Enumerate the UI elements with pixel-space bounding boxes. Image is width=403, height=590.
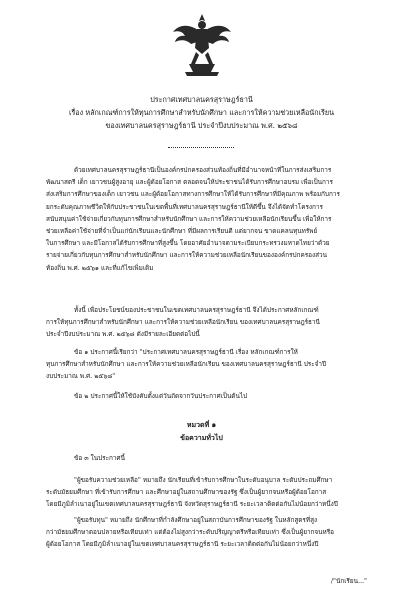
garuda-emblem-icon — [171, 12, 233, 78]
purpose-paragraph: ทั้งนี้ เพื่อประโยชน์ของประชาชนในเขตเทศบาลนครสุราษฎร์ธานี จึงได้ประกาศหลักเกณฑ์ การให้ทุนการศึกษาสำหรับนักศึกษา และการให้ความช่วยเหลือนักเรียน ของเทศบาลนครสุราษฎร์ธานี ประจำปีงบประมาณ พ.ศ. ๒๕๖๘ ดังมีรายละเอียดต่อไปนี้ — [46, 306, 320, 339]
definition-recipient: "ผู้ขอรับทุน" หมายถึง นักศึกษาที่กำลังศึกษาอยู่ในสถาบันการศึกษาของรัฐ ในหลักสูตรที่สูง กว่ามัธยมศึกษาตอนปลายหรือเทียบเท่า แต่ต้องไม่สูงกว่าระดับปริญญาตรีหรือเทียบเท่า ซึ่งเป็นผู้ยากจนหรือ ผู้ด้อยโอกาส โดยมีภูมิลำเนาอยู่ในเขตเทศบาลนครสุราษฎร์ธานี ระยะเวลาติดต่อกันไม่น้อยกว่าหนึ่งปี — [46, 516, 335, 549]
clause-3: ข้อ ๓ ในประกาศนี้ — [74, 454, 125, 462]
preamble-paragraph: ด้วยเทศบาลนครสุราษฎร์ธานีเป็นองค์กรปกครองส่วนท้องถิ่นที่มีอำนาจหน้าที่ในการส่งเสริมการ พัฒนาสตรี เด็ก เยาวชนผู้สูงอายุ และผู้ด้อยโอกาส ตลอดจนให้ประชาชนได้รับการศึกษาอบรม เพื่อเป็นการ ส่งเสริมการศึกษาของเด็ก เยาวชน และผู้ด้อยโอกาสทางการศึกษาให้ได้รับการศึกษาที่มีคุณภาพ พร้อมกับการ ยกระดับคุณภาพชีวิตให้กับประชาชนในเขตพื้นที่เทศบาลนครสุราษฎร์ธานีให้ดีขึ้น จึงได้จัดทำโครงการ สนับสนุนค่าใช้จ่ายเกี่ยวกับทุนการศึกษาสำหรับนักศึกษา และการให้ความช่วยเหลือนักเรียนขึ้น เพื่อให้การ ช่วยเหลือค่าใช้จ่ายที่จำเป็นแก่นักเรียนและนักศึกษา ที่มีผลการเรียนดี แต่ยากจน ขาดแคลนทุนทรัพย์ ในการศึกษา และมีโอกาสได้รับการศึกษาที่สูงขึ้น โดยอาศัยอำนาจตามระเบียบกระทรวงมหาดไทยว่าด้วย รายจ่ายเกี่ยวกับทุนการศึกษาสำหรับนักศึกษา และการให้ความช่วยเหลือนักเรียนขององค์กรปกครองส่วน ท้องถิ่น พ.ศ. ๒๕๖๑ และที่แก้ไขเพิ่มเติม — [46, 166, 340, 272]
chapter-number: หมวดที่ ๑ — [186, 420, 217, 429]
announcement-heading: ประกาศเทศบาลนครสุราษฎร์ธานี — [150, 95, 253, 104]
clause-2: ข้อ ๒ ประกาศนี้ให้ใช้บังคับตั้งแต่วันถัดจากวันประกาศเป็นต้นไป — [74, 392, 248, 400]
definition-scholarship: "ผู้ขอรับความช่วยเหลือ" หมายถึง นักเรียนที่เข้ารับการศึกษาในระดับอนุบาล ระดับประถมศึกษา ระดับมัธยมศึกษา ที่เข้ารับการศึกษา และศึกษาอยู่ในสถานศึกษาของรัฐ ซึ่งเป็นผู้ยากจนหรือผู้ด้อยโอกาส โดยมีภูมิลำเนาอยู่ในเขตเทศบาลนครสุราษฎร์ธานี จังหวัดสุราษฎร์ธานี ระยะเวลาติดต่อกันไม่น้อยกว่าหนึ่งปี — [46, 476, 338, 509]
clause-1: ข้อ ๑ ประกาศนี้เรียกว่า "ประกาศเทศบาลนครสุราษฎร์ธานี เรื่อง หลักเกณฑ์การให้ ทุนการศึกษาสำหรับนักศึกษา และการให้ความช่วยเหลือนักเรียน ของเทศบาลนครสุราษฎร์ธานี ประจำปี งบประมาณ พ.ศ. ๒๕๖๘" — [46, 348, 327, 381]
divider — [168, 147, 234, 148]
chapter-title: ข้อความทั่วไป — [180, 433, 223, 442]
announcement-subject-cont: ของเทศบาลนครสุราษฎร์ธานี ประจำปีงบประมาณ พ.ศ. ๒๕๖๘ — [105, 121, 298, 130]
page-continuation: /"นักเรียน..." — [330, 577, 367, 585]
announcement-subject: เรื่อง หลักเกณฑ์การให้ทุนการศึกษาสำหรับนักศึกษา และการให้ความช่วยเหลือนักเรียน — [68, 108, 335, 117]
